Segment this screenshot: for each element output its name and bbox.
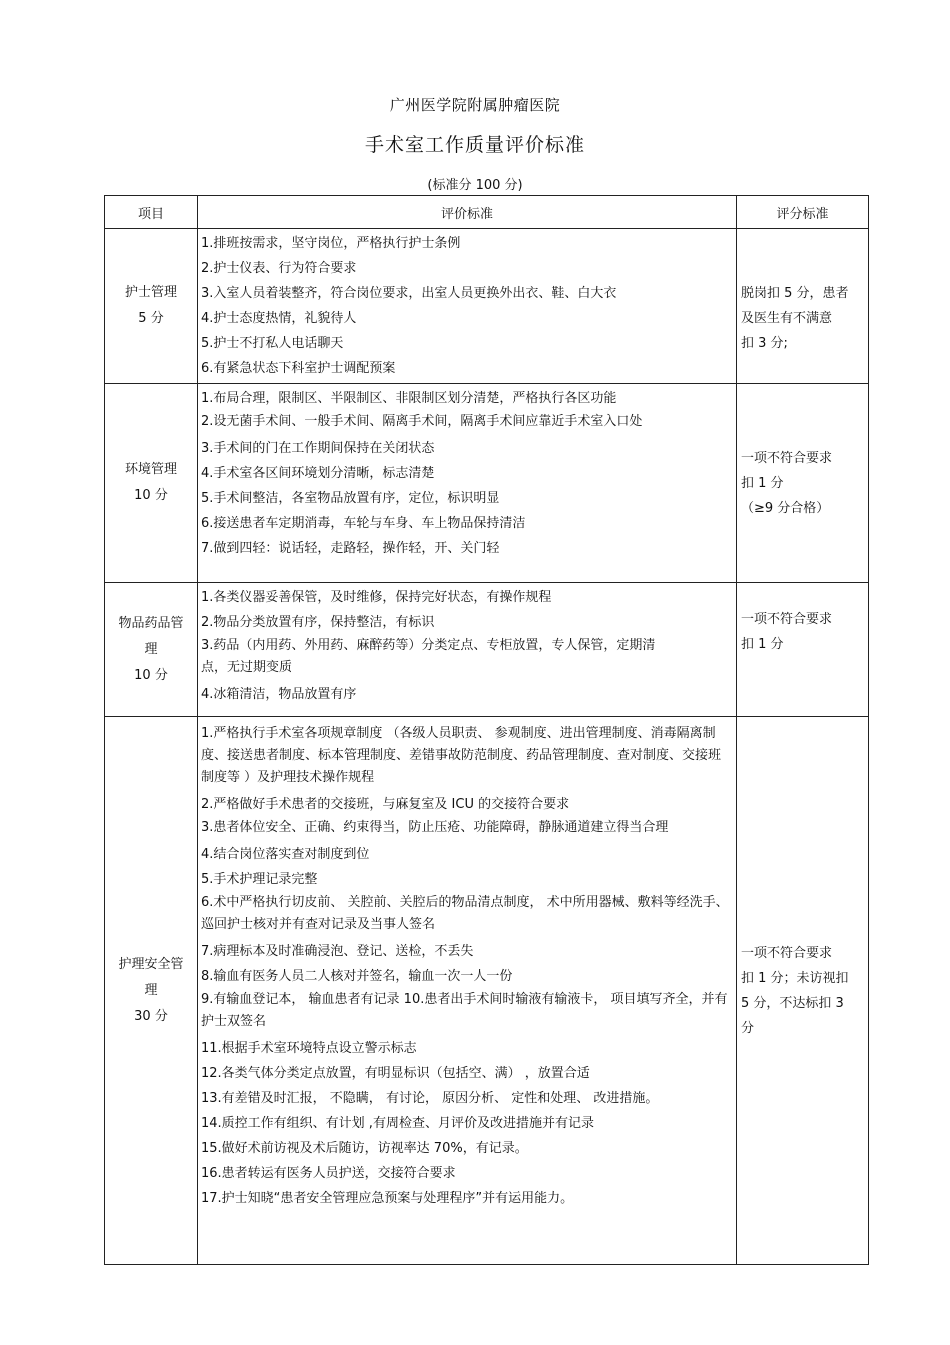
criteria-line: 3.手术间的门在工作期间保持在关闭状态 [201, 441, 435, 456]
item-cell [105, 583, 198, 717]
criteria-line: 2.设无菌手术间、一般手术间、隔离手术间，隔离手术间应靠近手术室入口处 [201, 414, 643, 429]
criteria-line: 6.有紧急状态下科室护士调配预案 [201, 361, 396, 376]
scoring-line: 扣 1 分 [741, 637, 784, 652]
scoring-line: 一项不符合要求 [741, 450, 833, 466]
criteria-line: 4.护士态度热情，礼貌待人 [201, 311, 357, 326]
scoring-line: （≥9 分合格） [741, 500, 830, 516]
hospital-name: 广州医学院附属肿瘤医院 [389, 96, 561, 114]
criteria-line: 1.排班按需求，坚守岗位，严格执行护士条例 [201, 236, 461, 251]
criteria-line: 3.入室人员着装整齐，符合岗位要求，出室人员更换外出衣、鞋、白大衣 [201, 286, 617, 301]
criteria-line: 7.病理标本及时准确浸泡、登记、送检，不丢失 [201, 944, 474, 959]
item-score: 30 分 [134, 1008, 168, 1024]
table-header-row [105, 196, 869, 229]
criteria-line: 5.手术护理记录完整 [201, 872, 318, 887]
scoring-line: 一项不符合要求 [741, 945, 833, 961]
item-name: 护理安全管理 [118, 956, 184, 998]
scoring-cell [737, 717, 869, 1265]
criteria-line: 2.物品分类放置有序，保持整洁，有标识 [201, 615, 435, 630]
scoring-line: 一项不符合要求 [741, 612, 833, 627]
table-row [105, 229, 869, 384]
criteria-line: 5.手术间整洁，各室物品放置有序，定位，标识明显 [201, 491, 500, 506]
scoring-cell [737, 583, 869, 717]
item-name: 环境管理 [124, 462, 177, 477]
header-criteria: 评价标准 [198, 196, 737, 229]
document-title: 手术室工作质量评价标准 [364, 134, 585, 156]
criteria-line: 15.做好术前访视及术后随访，访视率达 70%，有记录。 [201, 1141, 528, 1156]
item-cell [105, 384, 198, 583]
criteria-line: 2.严格做好手术患者的交接班，与麻复室及 ICU 的交接符合要求 [201, 797, 570, 812]
header-scoring: 评分标准 [737, 196, 869, 229]
criteria-line: 9.有输血登记本， 输血患者有记录 10.患者出手术间时输液有输液卡， 项目填写齐全，并有护士双签名 [201, 992, 728, 1029]
table-row [105, 717, 869, 1265]
scoring-cell [737, 229, 869, 384]
header-item: 项目 [105, 196, 198, 229]
criteria-cell [198, 583, 737, 717]
scoring-line: 扣 3 分; [741, 336, 788, 351]
standard-score-note: (标准分 100 分) [427, 178, 523, 193]
item-name: 护士管理 [124, 285, 177, 300]
criteria-cell [198, 717, 737, 1265]
criteria-line: 5.护士不打私人电话聊天 [201, 336, 344, 351]
scoring-line: 脱岗扣 5 分，患者 [741, 286, 849, 301]
criteria-line: 14.质控工作有组织、有计划 ,有周检查、月评价及改进措施并有记录 [201, 1116, 594, 1131]
item-cell [105, 717, 198, 1265]
criteria-line: 2.护士仪表、行为符合要求 [201, 261, 357, 276]
item-cell [105, 229, 198, 384]
table-row [105, 384, 869, 583]
criteria-line: 11.根据手术室环境特点设立警示标志 [201, 1041, 417, 1056]
scoring-line: 扣 1 分 [741, 475, 784, 491]
criteria-line: 16.患者转运有医务人员护送，交接符合要求 [201, 1166, 456, 1181]
criteria-line: 4.冰箱清洁，物品放置有序 [201, 687, 357, 702]
criteria-line: 1.严格执行手术室各项规章制度 （各级人员职责、 参观制度、进出管理制度、消毒隔离制度、接送患者制度、标本管理制度、差错事故防范制度、药品管理制度、查对制度、交接班制度等 ）及护理技术操作规程 [201, 726, 722, 785]
criteria-line: 3.药品（内用药、外用药、麻醉药等）分类定点、专柜放置，专人保管，定期清点，无过期变质 [201, 638, 656, 675]
item-name: 物品药品管理 [118, 615, 184, 657]
criteria-line: 6.接送患者车定期消毒，车轮与车身、车上物品保持清洁 [201, 516, 526, 531]
criteria-line: 4.结合岗位落实查对制度到位 [201, 847, 370, 862]
scoring-line: 分 [741, 1020, 755, 1036]
criteria-cell [198, 384, 737, 583]
scoring-line: 及医生有不满意 [741, 311, 833, 326]
evaluation-table [104, 195, 869, 1265]
criteria-cell [198, 229, 737, 384]
scoring-line: 5 分，不达标扣 3 [741, 995, 844, 1011]
criteria-line: 7.做到四轻：说话轻，走路轻，操作轻，开、关门轻 [201, 541, 500, 556]
criteria-line: 3.患者体位安全、正确、约束得当，防止压疮、功能障碍，静脉通道建立得当合理 [201, 820, 669, 835]
item-score: 10 分 [134, 488, 168, 503]
scoring-line: 扣 1 分；未访视扣 [741, 970, 849, 986]
scoring-cell [737, 384, 869, 583]
criteria-line: 17.护士知晓“患者安全管理应急预案与处理程序”并有运用能力。 [201, 1191, 574, 1206]
criteria-line: 6.术中严格执行切皮前、 关腔前、关腔后的物品清点制度， 术中所用器械、敷料等经洗手、巡回护士核对并有查对记录及当事人签名 [201, 895, 729, 932]
criteria-line: 1.布局合理，限制区、半限制区、非限制区划分清楚，严格执行各区功能 [201, 391, 617, 406]
criteria-line: 4.手术室各区间环境划分清晰，标志清楚 [201, 466, 435, 481]
criteria-line: 1.各类仪器妥善保管，及时维修，保持完好状态，有操作规程 [201, 590, 552, 605]
criteria-line: 12.各类气体分类定点放置，有明显标识（包括空、满） ，放置合适 [201, 1066, 590, 1081]
item-score: 5 分 [138, 311, 164, 326]
item-score: 10 分 [134, 667, 168, 683]
criteria-line: 8.输血有医务人员二人核对并签名，输血一次一人一份 [201, 969, 513, 984]
criteria-line: 13.有差错及时汇报， 不隐瞒， 有讨论， 原因分析、 定性和处理、 改进措施。 [201, 1091, 659, 1106]
table-row [105, 583, 869, 717]
